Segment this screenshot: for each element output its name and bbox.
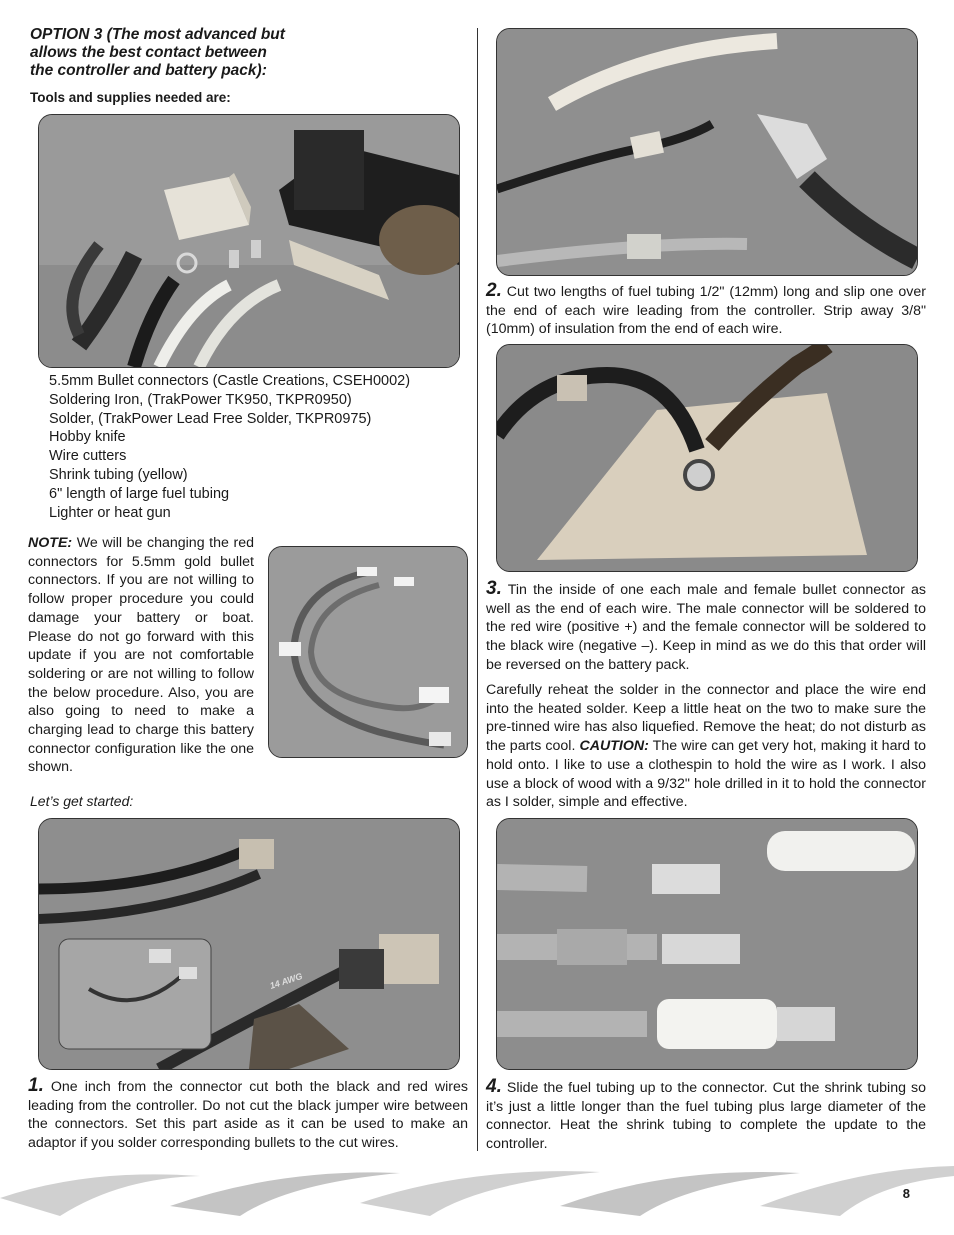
note-paragraph	[28, 534, 254, 777]
step1-text: One inch from the connector cut both the black and red wires leading from the controller. Do not cut the black jumper wire between the connectors. Set this part aside as it can be used to make an adaptor if you solder corresponding bullets to the cut wires.	[28, 1079, 468, 1152]
step3-photo	[496, 344, 918, 572]
step-number: 1.	[28, 1075, 44, 1096]
step1-photo	[38, 818, 460, 1070]
step-number: 2.	[486, 280, 502, 301]
step2-photo	[496, 28, 918, 276]
step4-photo	[496, 818, 918, 1070]
list-item: Wire cutters	[49, 448, 127, 465]
step4-paragraph	[486, 1078, 926, 1154]
lets-start-text: Let’s get started:	[30, 793, 134, 809]
heading-line-1: OPTION 3 (The most advanced but	[30, 26, 285, 43]
step3-detail-text-2: The wire can get very hot, making it hard to hold onto. I like to use a clothespin to hold the wire as I work. I also use a block of wood with a 9/32" hole drilled in it to hold the connector as I solder, simple and effective.	[486, 738, 926, 811]
list-item: 5.5mm Bullet connectors (Castle Creations, CSEH0002)	[49, 373, 411, 389]
step-number: 3.	[486, 578, 502, 599]
step4-text: Slide the fuel tubing up to the connector. Cut the shrink tubing so it’s just a little longer than the fuel tubing plus large diameter of the connector. Heat the shrink tubing to complete the update to the controller.	[486, 1080, 926, 1153]
step2-text: Cut two lengths of fuel tubing 1/2" (12mm) long and slip one over the end of each wire leading from the controller. Strip away 3/8" (10mm) of insulation from the end of each wire.	[486, 284, 926, 338]
section-heading	[30, 26, 450, 80]
heading-line-3: the controller and battery pack):	[30, 62, 267, 79]
note-label: NOTE:	[28, 535, 73, 551]
note-text: We will be changing the red connectors for 5.5mm gold bullet connectors. If you are not willing to follow proper procedure you could damage your battery or boat. Please do not go forward with this update if you are not comfortable soldering or are not willing to follow the below procedure. Also, you are also going to need to make a charging lead to charge this battery connector configuration like the one shown.	[28, 535, 254, 776]
list-item: Solder, (TrakPower Lead Free Solder, TKPR0975)	[49, 410, 372, 427]
step3-paragraph	[486, 580, 926, 675]
footer-swoosh	[0, 1158, 954, 1218]
heading-line-2: allows the best contact between	[30, 44, 267, 61]
step3-text: Tin the inside of one each male and female bullet connector as well as the end of each wire. The male connector will be soldered to the red wire (positive +) and the female connector will be soldered to the black wire (negative –). Keep in mind as we do this that order will be reversed on the battery pack.	[486, 582, 926, 673]
page-number: 8	[902, 1186, 910, 1201]
list-item: 6" length of large fuel tubing	[49, 485, 230, 502]
caution-label: CAUTION:	[579, 738, 649, 755]
step3-detail-text: Carefully reheat the solder in the connector and place the wire end into the heated solder. Keep a little heat on the two to make sure the pre-tinned wire has also liquefied. Remove the heat; do not disturb as the parts cool.	[486, 682, 926, 755]
wire-gauge-label: 14 AWG	[268, 970, 304, 991]
list-item: Shrink tubing (yellow)	[49, 466, 188, 483]
step2-paragraph	[486, 282, 926, 339]
charging-lead-photo	[268, 546, 468, 758]
tools-list	[49, 372, 410, 522]
tools-photo	[38, 114, 460, 368]
column-divider	[477, 28, 478, 1151]
list-item: Hobby knife	[49, 429, 126, 446]
tools-title: Tools and supplies needed are:	[30, 90, 231, 105]
step3-detail-paragraph	[486, 681, 926, 812]
list-item: Soldering Iron, (TrakPower TK950, TKPR0950)	[49, 391, 352, 408]
list-item: Lighter or heat gun	[49, 504, 171, 521]
step-number: 4.	[486, 1076, 502, 1097]
step1-paragraph	[28, 1077, 468, 1153]
